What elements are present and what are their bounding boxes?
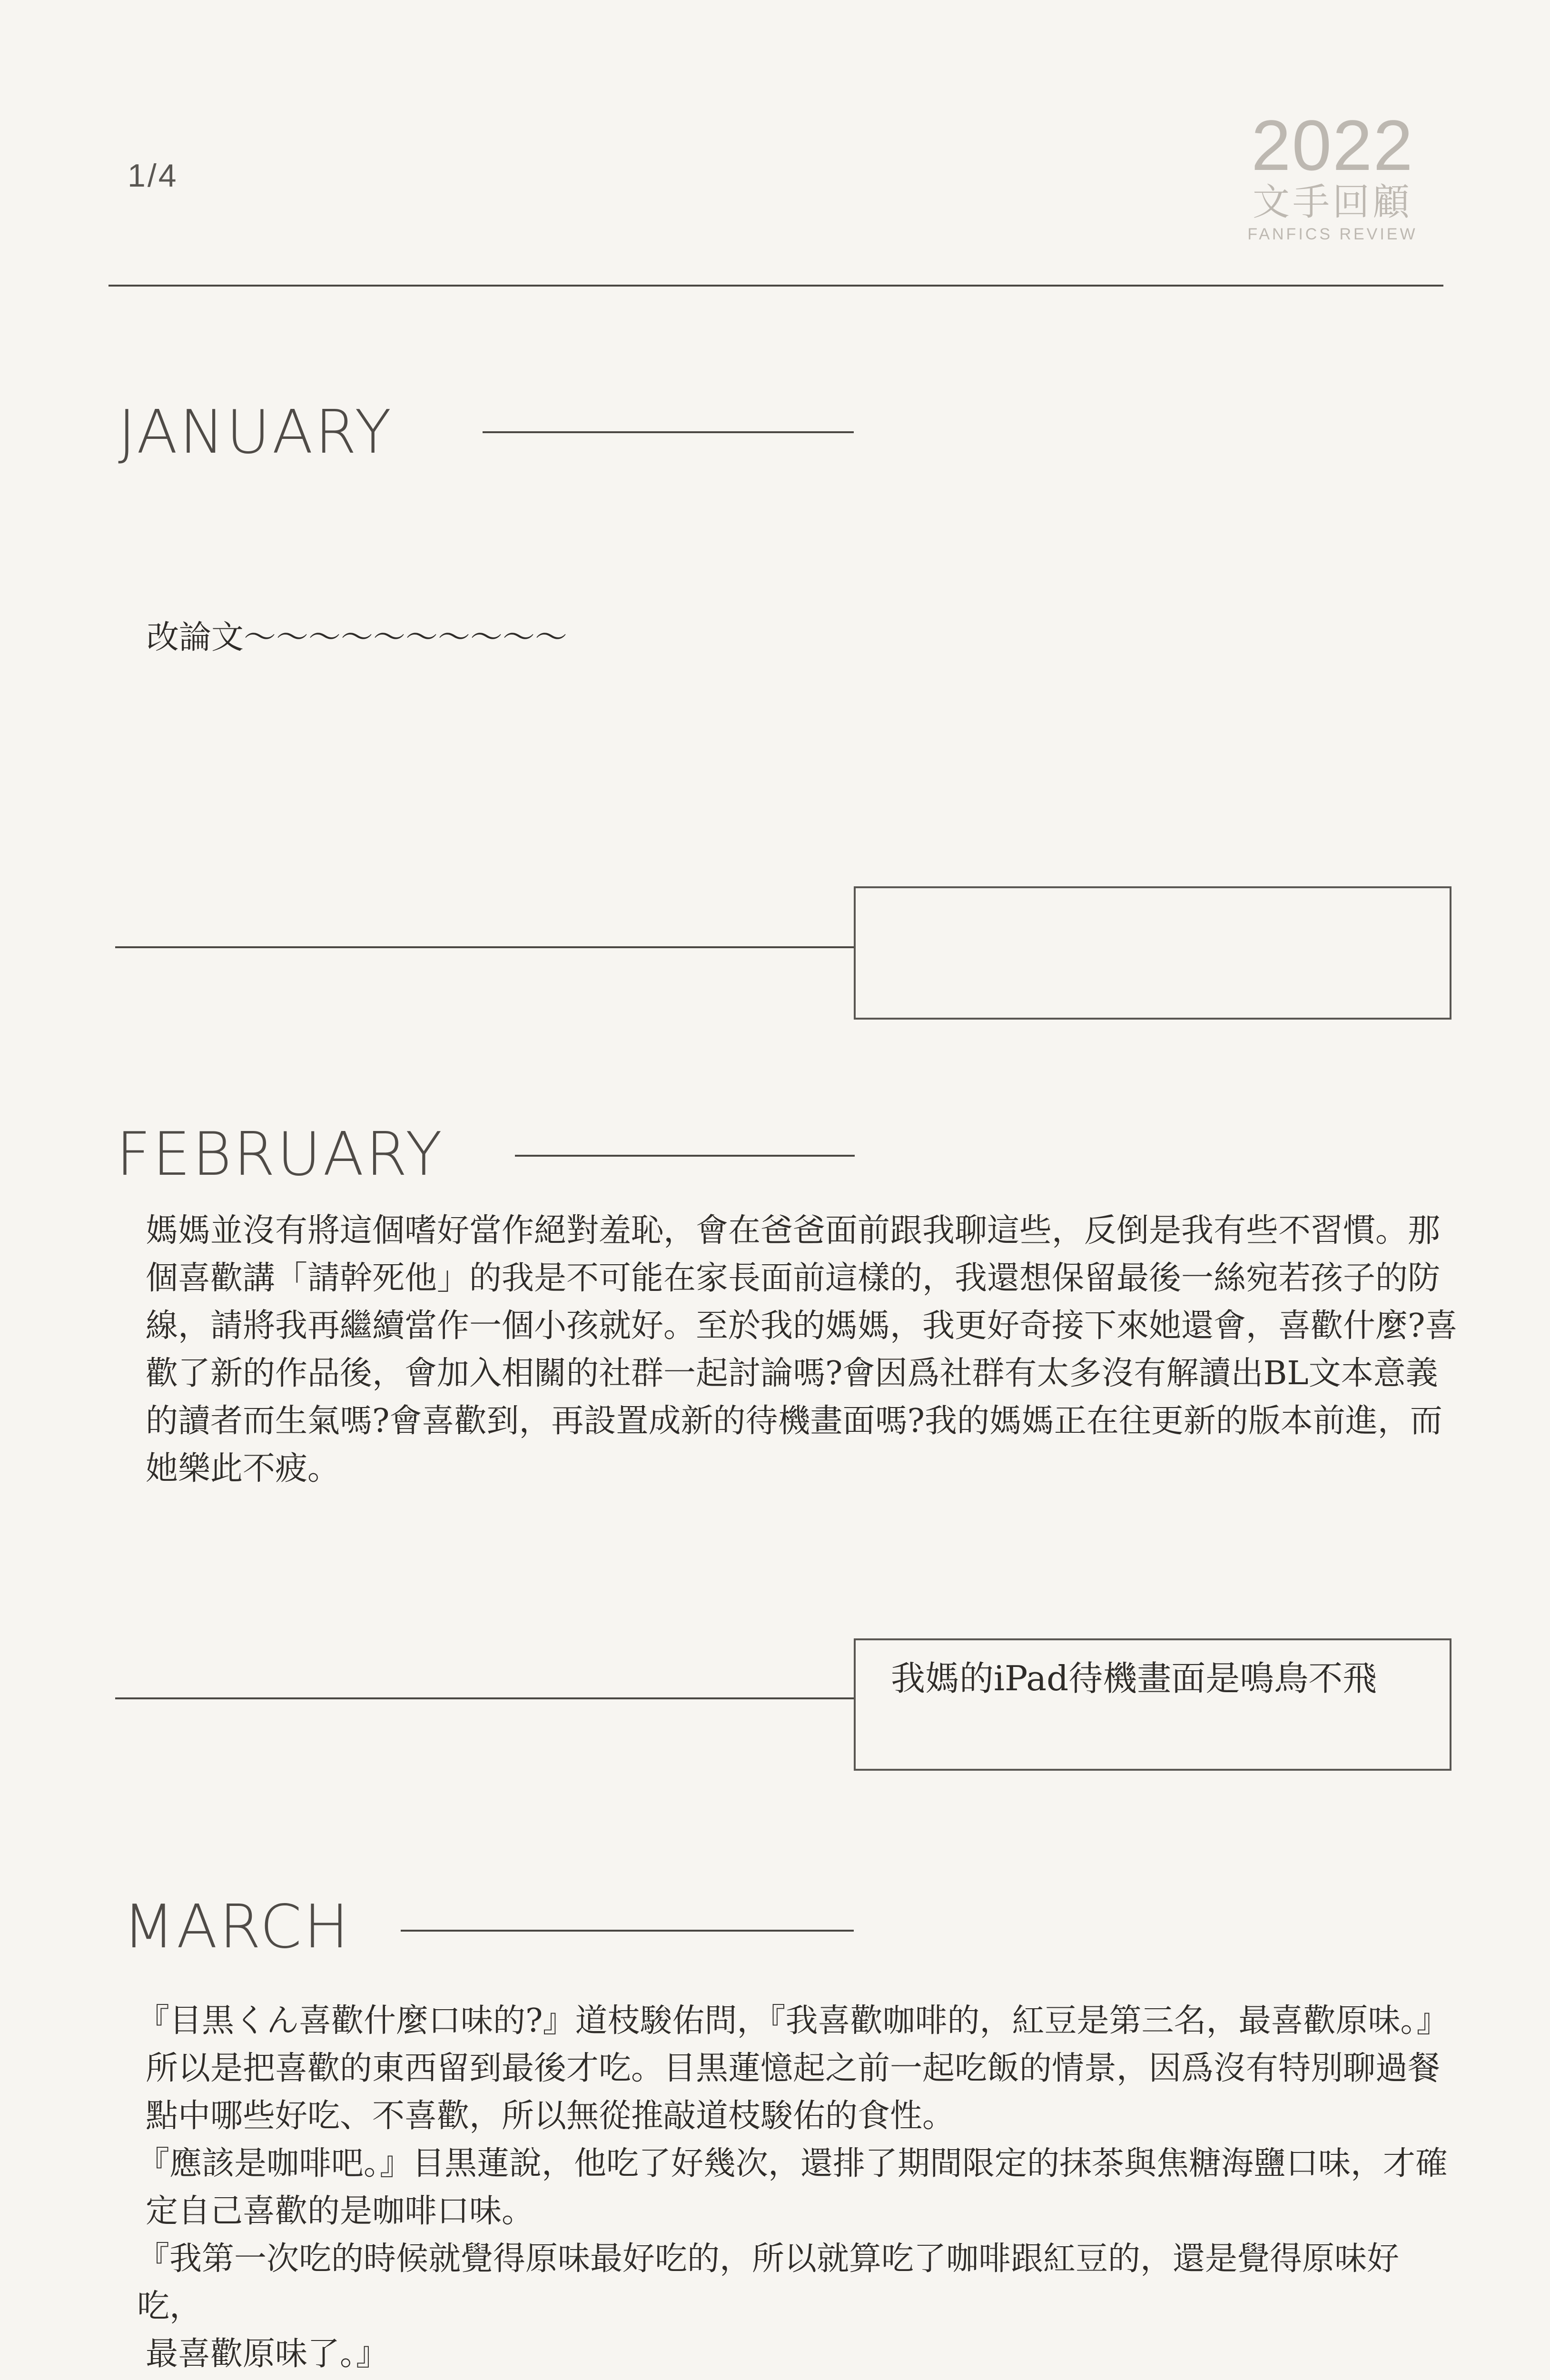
february-line: 個喜歡講「請幹死他」的我是不可能在家長面前這樣的，我還想保留最後一絲宛若孩子的防 bbox=[146, 1259, 1441, 1297]
february-line: 線，請將我再繼續當作一個小孩就好。至於我的媽媽，我更好奇接下來她還會，喜歡什麼?喜 bbox=[146, 1307, 1458, 1345]
february-divider bbox=[115, 1697, 855, 1699]
brand-title: 文手回顧 bbox=[1252, 181, 1412, 224]
march-line: 『目黒くん喜歡什麼口味的?』道枝駿佑問，『我喜歡咖啡的，紅豆是第三名，最喜歡原味。』 bbox=[137, 2002, 1449, 2040]
february-body bbox=[146, 1207, 1459, 1493]
page-number: 1/4 bbox=[128, 158, 178, 194]
month-heading-january: JANUARY bbox=[118, 397, 394, 467]
march-body bbox=[137, 1997, 1460, 2378]
february-note-box: 我媽的iPad待機畫面是鳴鳥不飛 bbox=[854, 1638, 1451, 1771]
header-divider bbox=[109, 285, 1443, 287]
month-rule-january bbox=[483, 431, 854, 433]
february-line: 媽媽並沒有將這個嗜好當作絕對羞恥，會在爸爸面前跟我聊這些，反倒是我有些不習慣。那 bbox=[146, 1212, 1441, 1250]
january-text: 改論文～～～～～～～～～～ bbox=[147, 619, 568, 656]
march-line: 『我第一次吃的時候就覺得原味最好吃的，所以就算吃了咖啡跟紅豆的，還是覺得原味好吃， bbox=[137, 2240, 1400, 2325]
brand-subtitle: FANFICS REVIEW bbox=[1247, 225, 1418, 243]
march-line: 最喜歡原味了。』 bbox=[146, 2335, 389, 2373]
march-line: 所以是把喜歡的東西留到最後才吃。目黒蓮憶起之前一起吃飯的情景，因爲沒有特別聊過餐 bbox=[146, 2050, 1441, 2087]
march-line: 定自己喜歡的是咖啡口味。 bbox=[146, 2192, 534, 2230]
month-heading-february: FEBRUARY bbox=[116, 1119, 444, 1189]
february-line: 的讀者而生氣嗎?會喜歡到，再設置成新的待機畫面嗎?我的媽媽正在往更新的版本前進，而 bbox=[146, 1402, 1442, 1440]
month-heading-march: MARCH bbox=[123, 1892, 351, 1962]
brand-logo bbox=[1237, 105, 1428, 245]
march-line: 『應該是咖啡吧。』目黒蓮說，他吃了好幾次，還排了期間限定的抹茶與焦糖海鹽口味，才確 bbox=[137, 2145, 1448, 2182]
february-line: 她樂此不疲。 bbox=[146, 1450, 340, 1488]
brand-year: 2022 bbox=[1251, 105, 1414, 185]
january-note-box bbox=[854, 886, 1451, 1020]
february-line: 歡了新的作品後，會加入相關的社群一起討論嗎?會因爲社群有太多沒有解讀出BL文本意義 bbox=[146, 1355, 1438, 1392]
march-line: 點中哪些好吃、不喜歡，所以無從推敲道枝駿佑的食性。 bbox=[146, 2097, 955, 2135]
month-rule-february bbox=[515, 1155, 855, 1157]
month-rule-march bbox=[401, 1930, 854, 1932]
january-divider bbox=[115, 946, 855, 948]
